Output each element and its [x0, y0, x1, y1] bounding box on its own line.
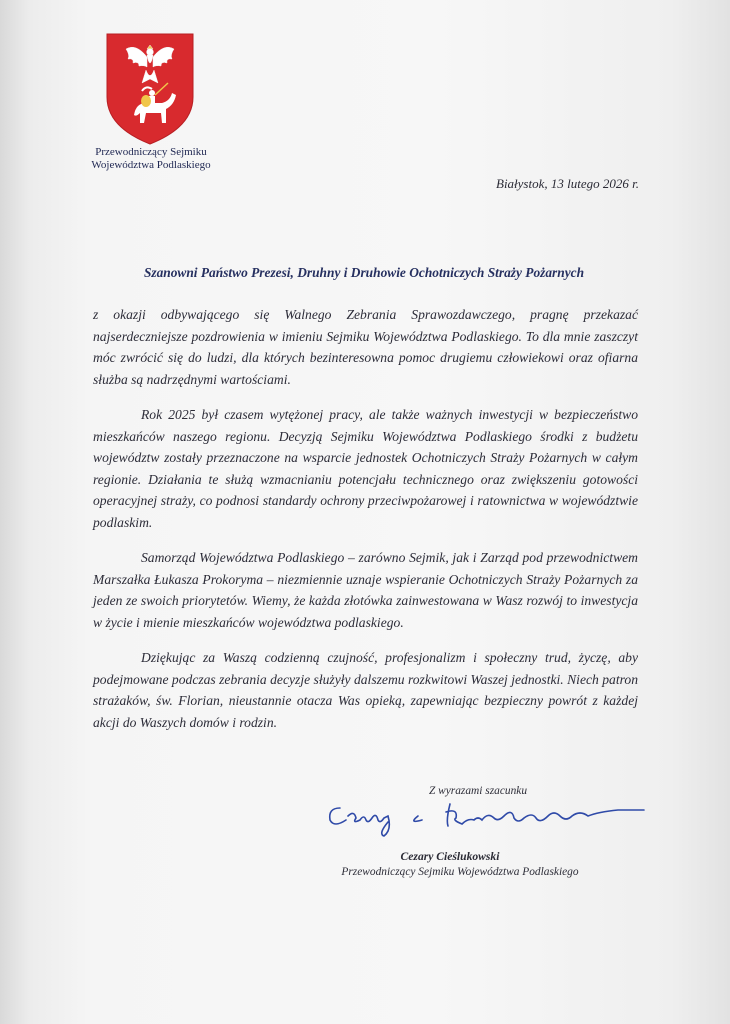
coat-of-arms-icon: [106, 33, 194, 145]
letter-body: [93, 304, 638, 747]
paragraph-1: z okazji odbywającego się Walnego Zebrania Sprawozdawczego, pragnę przekazać najserdeczniejsze pozdrowienia w imieniu Sejmiku Województwa Podlaskiego. To dla mnie zaszczyt móc zwrócić się do ludzi, dla których bezinteresowna pomoc drugiemu człowiekowi oraz ofiarna służba są nadrzędnymi wartościami.: [93, 307, 638, 387]
salutation: Szanowni Państwo Prezesi, Druhny i Druhowie Ochotniczych Straży Pożarnych: [143, 265, 585, 280]
letterhead-title: Przewodniczący Sejmiku: [95, 146, 207, 158]
signatory-title: Przewodniczący Sejmiku Województwa Podlaskiego: [341, 866, 579, 878]
paragraph-4: Dziękując za Waszą codzienną czujność, profesjonalizm i społeczny trud, życzę, aby podejmowane podczas zebrania decyzje służyły dalszemu rozkwitowi Waszej jednostki. Niech patron strażaków, św. Florian, nieustannie otacza Was opieką, zapewniając bezpieczny powrót z każdej akcji do Waszych domów i rodzin.: [93, 650, 638, 730]
signatory-name: Cezary Cieślukowski: [400, 850, 500, 863]
signature-icon: [318, 790, 658, 840]
closing-phrase: Z wyrazami szacunku: [428, 785, 528, 797]
paragraph-3: Samorząd Województwa Podlaskiego – zarówno Sejmik, jak i Zarząd pod przewodnictwem Marszałka Łukasza Prokoryma – niezmiennie uznaje wspieranie Ochotniczych Straży Pożarnych za jeden ze swoich priorytetów. Wiemy, że każda złotówka zainwestowana w Wasz rozwój to inwestycja w życie i mienie mieszkańców województwa podlaskiego.: [93, 550, 638, 630]
letterhead: [80, 146, 222, 172]
letterhead-subtitle: Województwa Podlaskiego: [91, 159, 211, 171]
paragraph-2: Rok 2025 był czasem wytężonej pracy, ale także ważnych inwestycji w bezpieczeństwo mieszkańców naszego regionu. Decyzją Sejmiku Województwa Podlaskiego środki z budżetu województw zostały przeznaczone na wsparcie jednostek Ochotniczych Straży Pożarnych w całym regionie. Działania te służą wzmacnianiu potencjału technicznego oraz zwiększeniu gotowości operacyjnej straży, co podnosi standardy ochrony przeciwpożarowej i ratownictwa w województwie podlaskim.: [93, 407, 638, 530]
letter-date: Białystok, 13 lutego 2026 r.: [496, 176, 639, 191]
